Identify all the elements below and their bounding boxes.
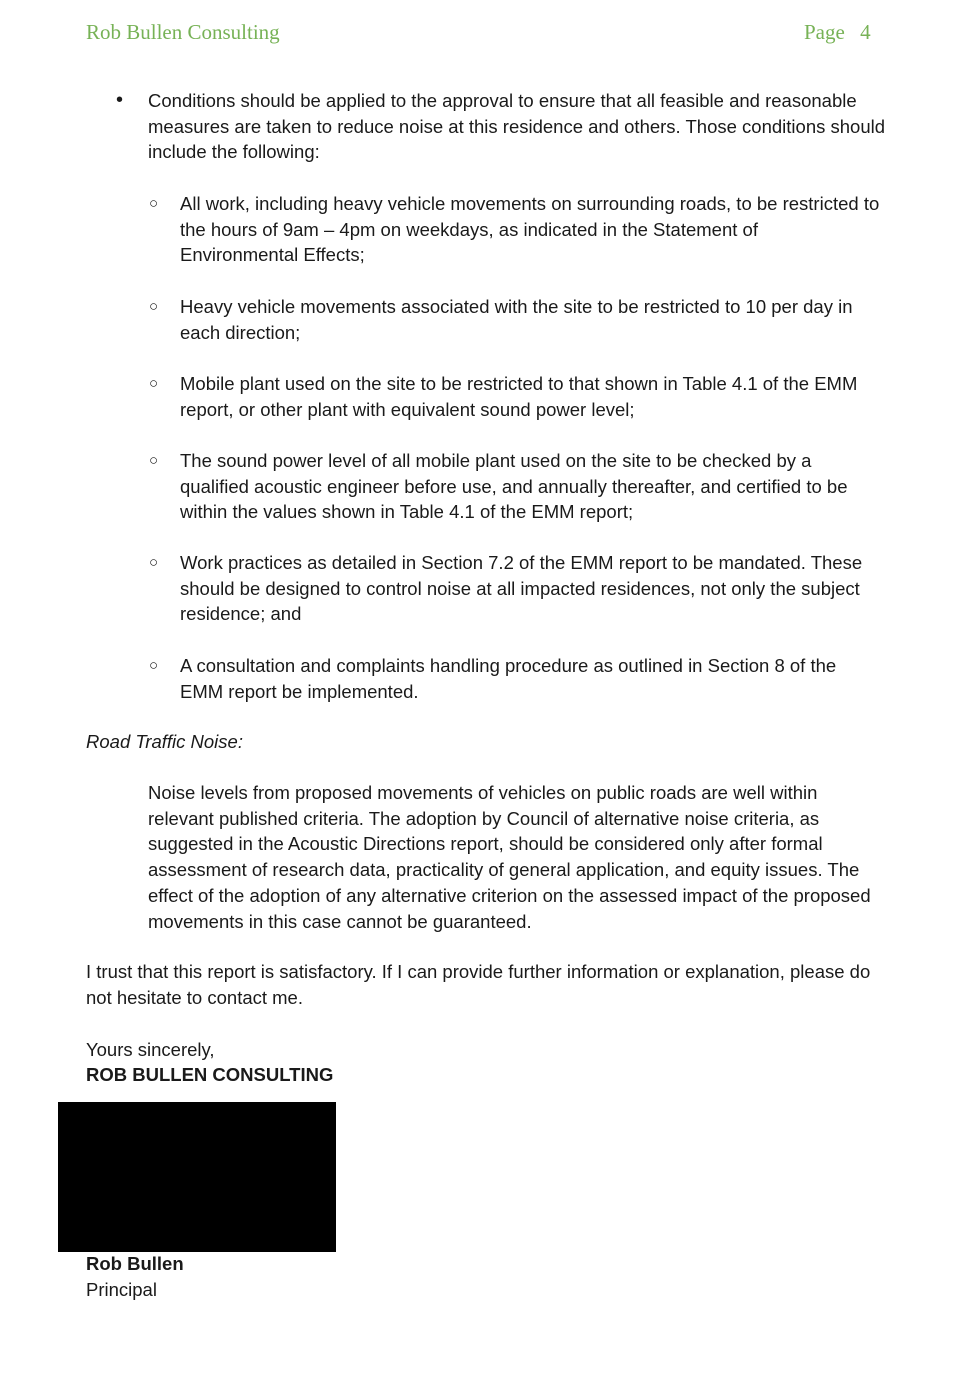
- condition-item: A consultation and complaints handling procedure as outlined in Section 8 of the EMM report be implemented.: [180, 655, 837, 702]
- conditions-intro: Conditions should be applied to the approval to ensure that all feasible and reasonable measures are taken to reduce noise at this residence and others. Those conditions should include the following:: [148, 90, 886, 163]
- condition-item: The sound power level of all mobile plant used on the site to be checked by a qualified acoustic engineer before use, and annually thereafter, and certified to be within the values shown in Table 4.1 of the EMM report;: [180, 450, 848, 523]
- sub-bullet-marker: ○: [149, 298, 159, 315]
- sub-bullet-marker: ○: [149, 657, 159, 674]
- page-number: Page 4: [804, 20, 871, 44]
- section-heading: Road Traffic Noise:: [86, 731, 243, 752]
- condition-item: All work, including heavy vehicle movements on surrounding roads, to be restricted to the hours of 9am – 4pm on weekdays, as indicated in the Statement of Environmental Effects;: [180, 193, 880, 266]
- header-company: Rob Bullen Consulting: [86, 20, 280, 44]
- sub-bullet-marker: ○: [149, 375, 159, 392]
- condition-item: Work practices as detailed in Section 7.2 of the EMM report to be mandated. These should be designed to control noise at all impacted residences, not only the subject residence; and: [180, 552, 863, 625]
- bullet-marker: •: [116, 89, 124, 111]
- redacted-signature: [58, 1102, 336, 1252]
- signer-title: Principal: [86, 1279, 157, 1300]
- signature-company: ROB BULLEN CONSULTING: [86, 1064, 334, 1085]
- sub-bullet-marker: ○: [149, 195, 159, 212]
- sub-bullet-marker: ○: [149, 452, 159, 469]
- salutation: Yours sincerely,: [86, 1039, 215, 1060]
- condition-item: Heavy vehicle movements associated with the site to be restricted to 10 per day in each direction;: [180, 296, 853, 343]
- road-traffic-paragraph: Noise levels from proposed movements of vehicles on public roads are well within relevant published criteria. The adoption by Council of alternative noise criteria, as suggested in the Acoustic Directions report, should be considered only after formal assessment of research data, practicality of general application, and equity issues. The effect of the adoption of any alternative criterion on the assessed impact of the proposed movements in this case cannot be guaranteed.: [148, 782, 871, 932]
- condition-item: Mobile plant used on the site to be restricted to that shown in Table 4.1 of the EMM report, or other plant with equivalent sound power level;: [180, 373, 858, 420]
- closing-paragraph: I trust that this report is satisfactory. If I can provide further information or explanation, please do not hesitate to contact me.: [86, 961, 871, 1008]
- signer-name: Rob Bullen: [86, 1253, 184, 1274]
- sub-bullet-marker: ○: [149, 554, 159, 571]
